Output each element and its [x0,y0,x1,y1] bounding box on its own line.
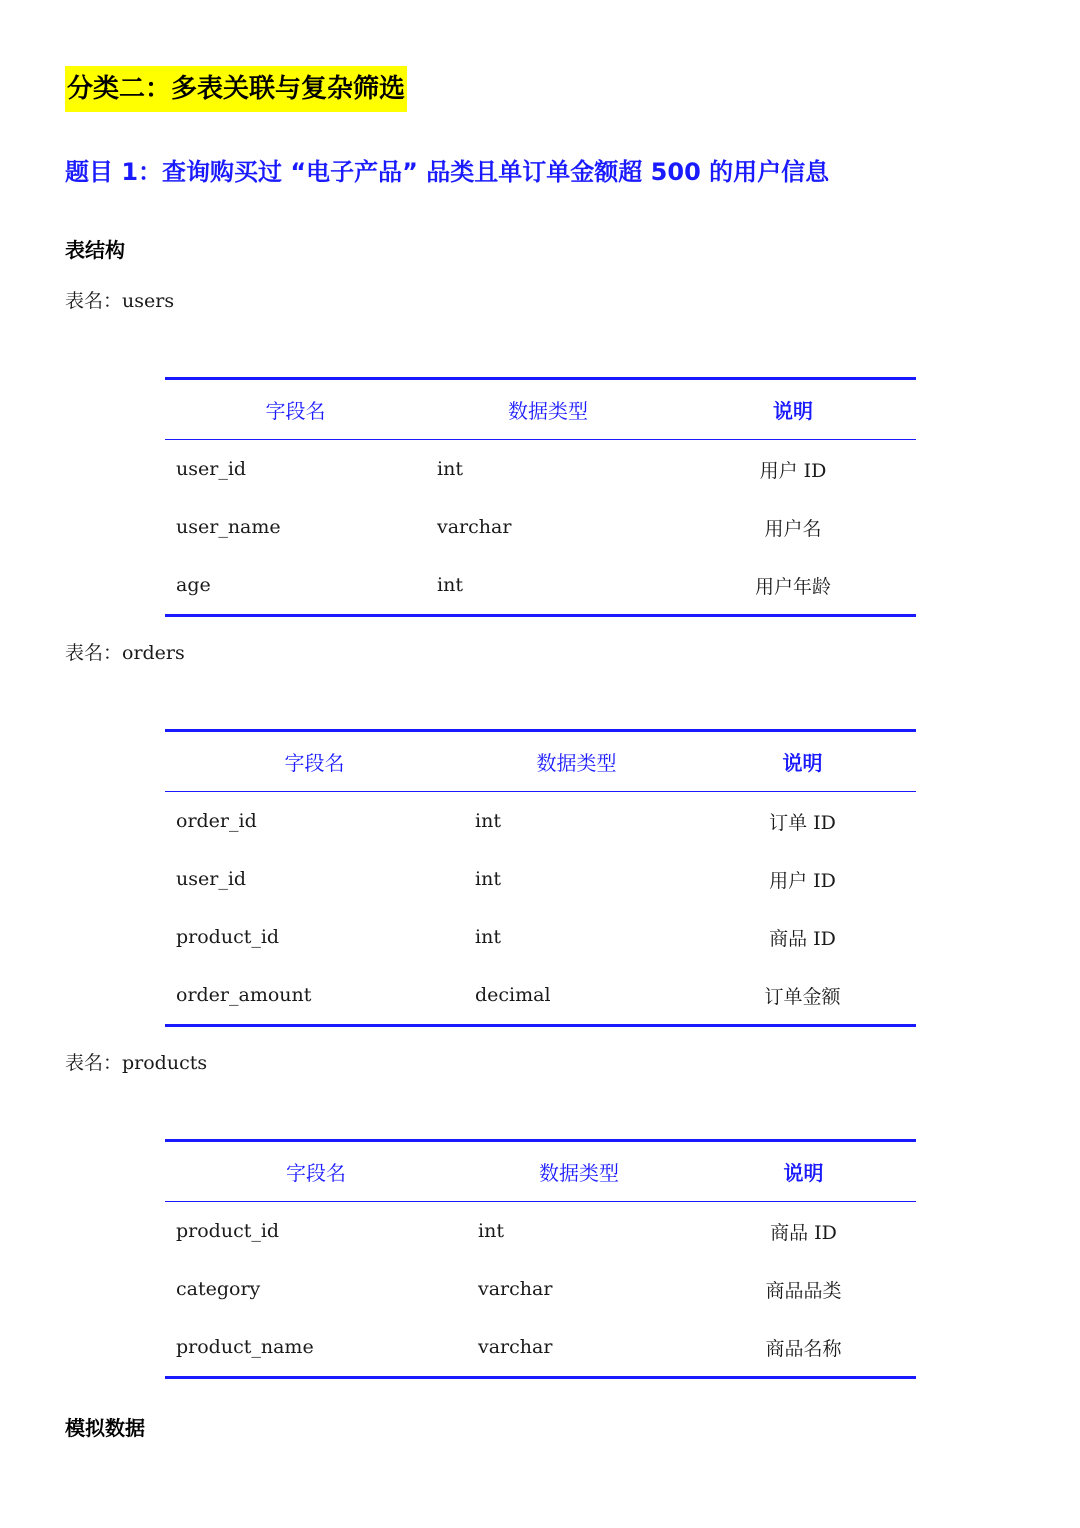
field-name-cell: user_name [176,516,281,538]
data-type-cell: int [478,1220,504,1242]
field-name-cell: user_id [176,458,247,480]
table-header-row [165,732,916,792]
table-row [165,440,916,498]
field-name-cell: category [176,1278,261,1300]
description-cell: 商品名称 [765,1337,842,1360]
header-data-type: 数据类型 [539,1161,619,1185]
field-name-cell: product_id [176,926,280,948]
table-name-users: 表名：users [65,290,175,312]
table-row [165,792,916,850]
header-description: 说明 [773,399,813,423]
data-type-cell: int [437,458,463,480]
question-title: 题目 1：查询购买过 “电子产品” 品类且单订单金额超 500 的用户信息 [65,158,830,186]
data-type-cell: varchar [478,1278,553,1300]
description-cell: 商品 ID [770,1221,837,1244]
data-type-cell: varchar [437,516,512,538]
header-data-type: 数据类型 [536,751,617,775]
data-type-cell: int [475,810,501,832]
field-name-cell: product_name [176,1336,314,1358]
users-schema-table [165,377,916,617]
table-row [165,850,916,908]
description-cell: 用户 ID [759,459,827,482]
description-cell: 商品品类 [765,1279,842,1302]
table-row [165,498,916,556]
field-name-cell: order_id [176,810,257,832]
field-name-cell: age [176,574,211,596]
table-row [165,966,916,1024]
mock-data-heading: 模拟数据 [65,1416,145,1440]
table-row [165,1260,916,1318]
data-type-cell: int [475,926,501,948]
table-row [165,1202,916,1260]
data-type-cell: int [475,868,501,890]
table-row [165,908,916,966]
description-cell: 用户 ID [769,869,836,892]
header-field-name: 字段名 [265,399,326,423]
data-type-cell: decimal [475,984,551,1006]
header-data-type: 数据类型 [508,399,588,423]
description-cell: 商品 ID [769,927,836,950]
field-name-cell: order_amount [176,984,312,1006]
data-type-cell: varchar [478,1336,553,1358]
field-name-cell: user_id [176,868,247,890]
structure-heading: 表结构 [65,238,125,262]
header-field-name: 字段名 [284,751,345,775]
table-header-row [165,1142,916,1202]
table-name-orders: 表名：orders [65,642,185,664]
table-name-products: 表名：products [65,1052,208,1074]
header-description: 说明 [783,1161,824,1185]
table-row [165,1318,916,1376]
description-cell: 订单 ID [769,811,836,834]
header-field-name: 字段名 [286,1161,346,1185]
table-row [165,556,916,614]
category-title: 分类二：多表关联与复杂筛选 [65,66,407,112]
table-header-row [165,380,916,440]
description-cell: 用户年龄 [754,575,831,598]
data-type-cell: int [437,574,463,596]
description-cell: 订单金额 [764,985,841,1008]
header-description: 说明 [782,751,823,775]
field-name-cell: product_id [176,1220,280,1242]
description-cell: 用户名 [764,517,822,540]
orders-schema-table [165,729,916,1027]
products-schema-table [165,1139,916,1379]
